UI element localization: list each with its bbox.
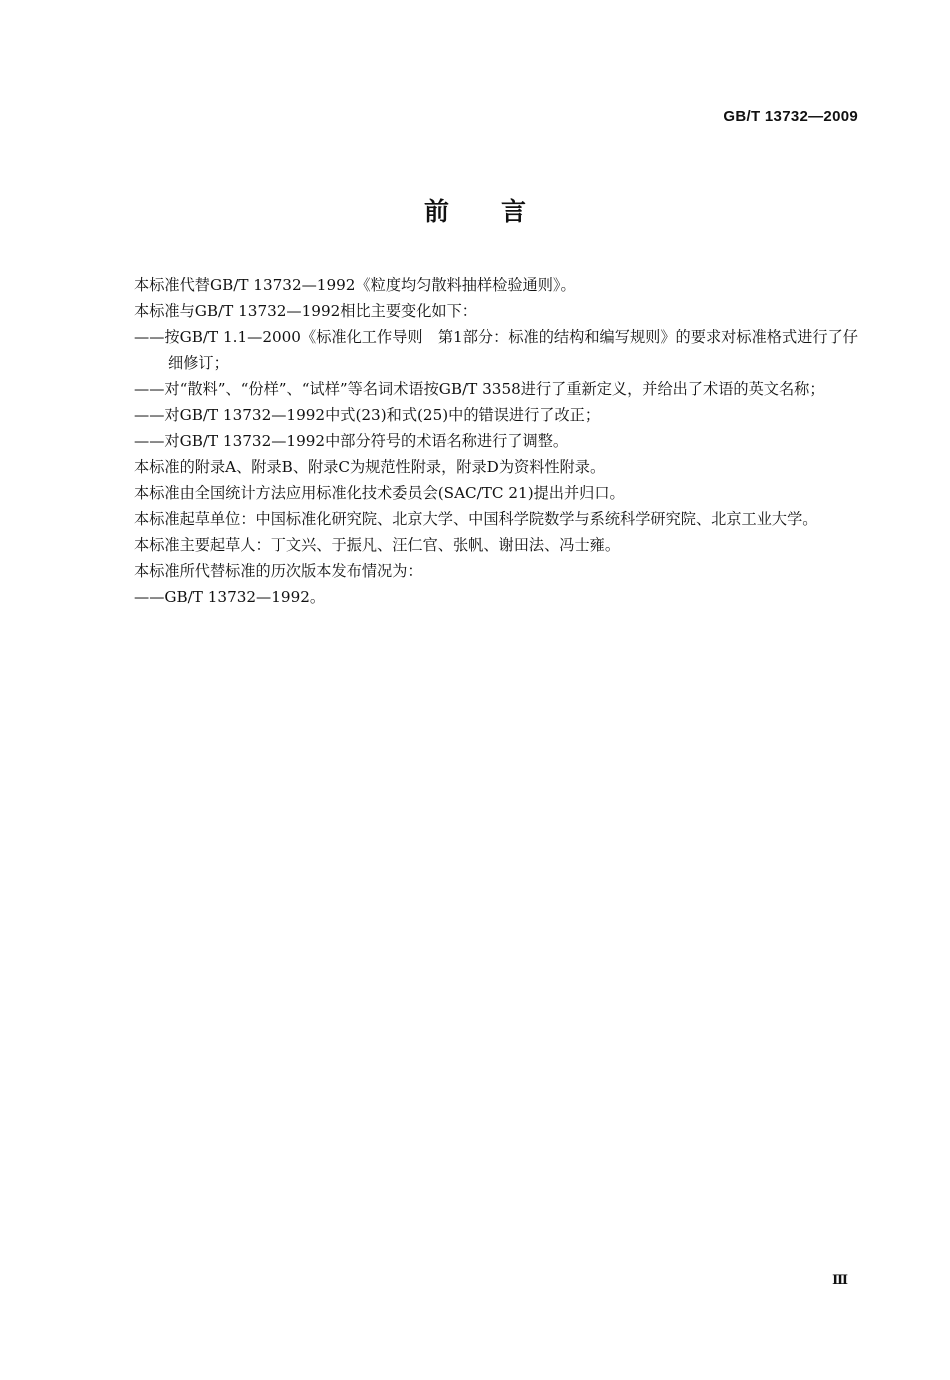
paragraph-changes-intro: 本标准与GB/T 13732—1992相比主要变化如下： bbox=[134, 302, 477, 320]
page-title: 前言 bbox=[423, 197, 578, 226]
change-item: ——按GB/T 1.1—2000《标准化工作导则 第1部分：标准的结构和编写规则》的要求对标准格式进行了仔细修订； bbox=[134, 328, 858, 372]
foreword-body bbox=[112, 272, 858, 610]
change-item: ——对GB/T 13732—1992中式(23)和式(25)中的错误进行了改正； bbox=[134, 406, 601, 424]
paragraph-replaces: 本标准代替GB/T 13732—1992《粒度均匀散料抽样检验通则》。 bbox=[134, 276, 576, 294]
history-item: ——GB/T 13732—1992。 bbox=[134, 588, 326, 606]
page-number: Ⅲ bbox=[832, 1272, 848, 1287]
paragraph-annexes: 本标准的附录A、附录B、附录C为规范性附录，附录D为资料性附录。 bbox=[134, 458, 606, 476]
paragraph-drafting-units: 本标准起草单位：中国标准化研究院、北京大学、中国科学院数学与系统科学研究院、北京工业大学。 bbox=[134, 510, 818, 528]
paragraph-drafters: 本标准主要起草人：丁文兴、于振凡、汪仁官、张帆、谢田法、冯士雍。 bbox=[134, 536, 620, 554]
change-item: ——对“散料”、“份样”、“试样”等名词术语按GB/T 3358进行了重新定义，并给出了术语的英文名称； bbox=[134, 380, 825, 398]
paragraph-proposer: 本标准由全国统计方法应用标准化技术委员会(SAC/TC 21)提出并归口。 bbox=[134, 484, 625, 502]
paragraph-history-intro: 本标准所代替标准的历次版本发布情况为： bbox=[134, 562, 423, 580]
standard-code: GB/T 13732—2009 bbox=[723, 108, 858, 125]
change-item: ——对GB/T 13732—1992中部分符号的术语名称进行了调整。 bbox=[134, 432, 569, 450]
